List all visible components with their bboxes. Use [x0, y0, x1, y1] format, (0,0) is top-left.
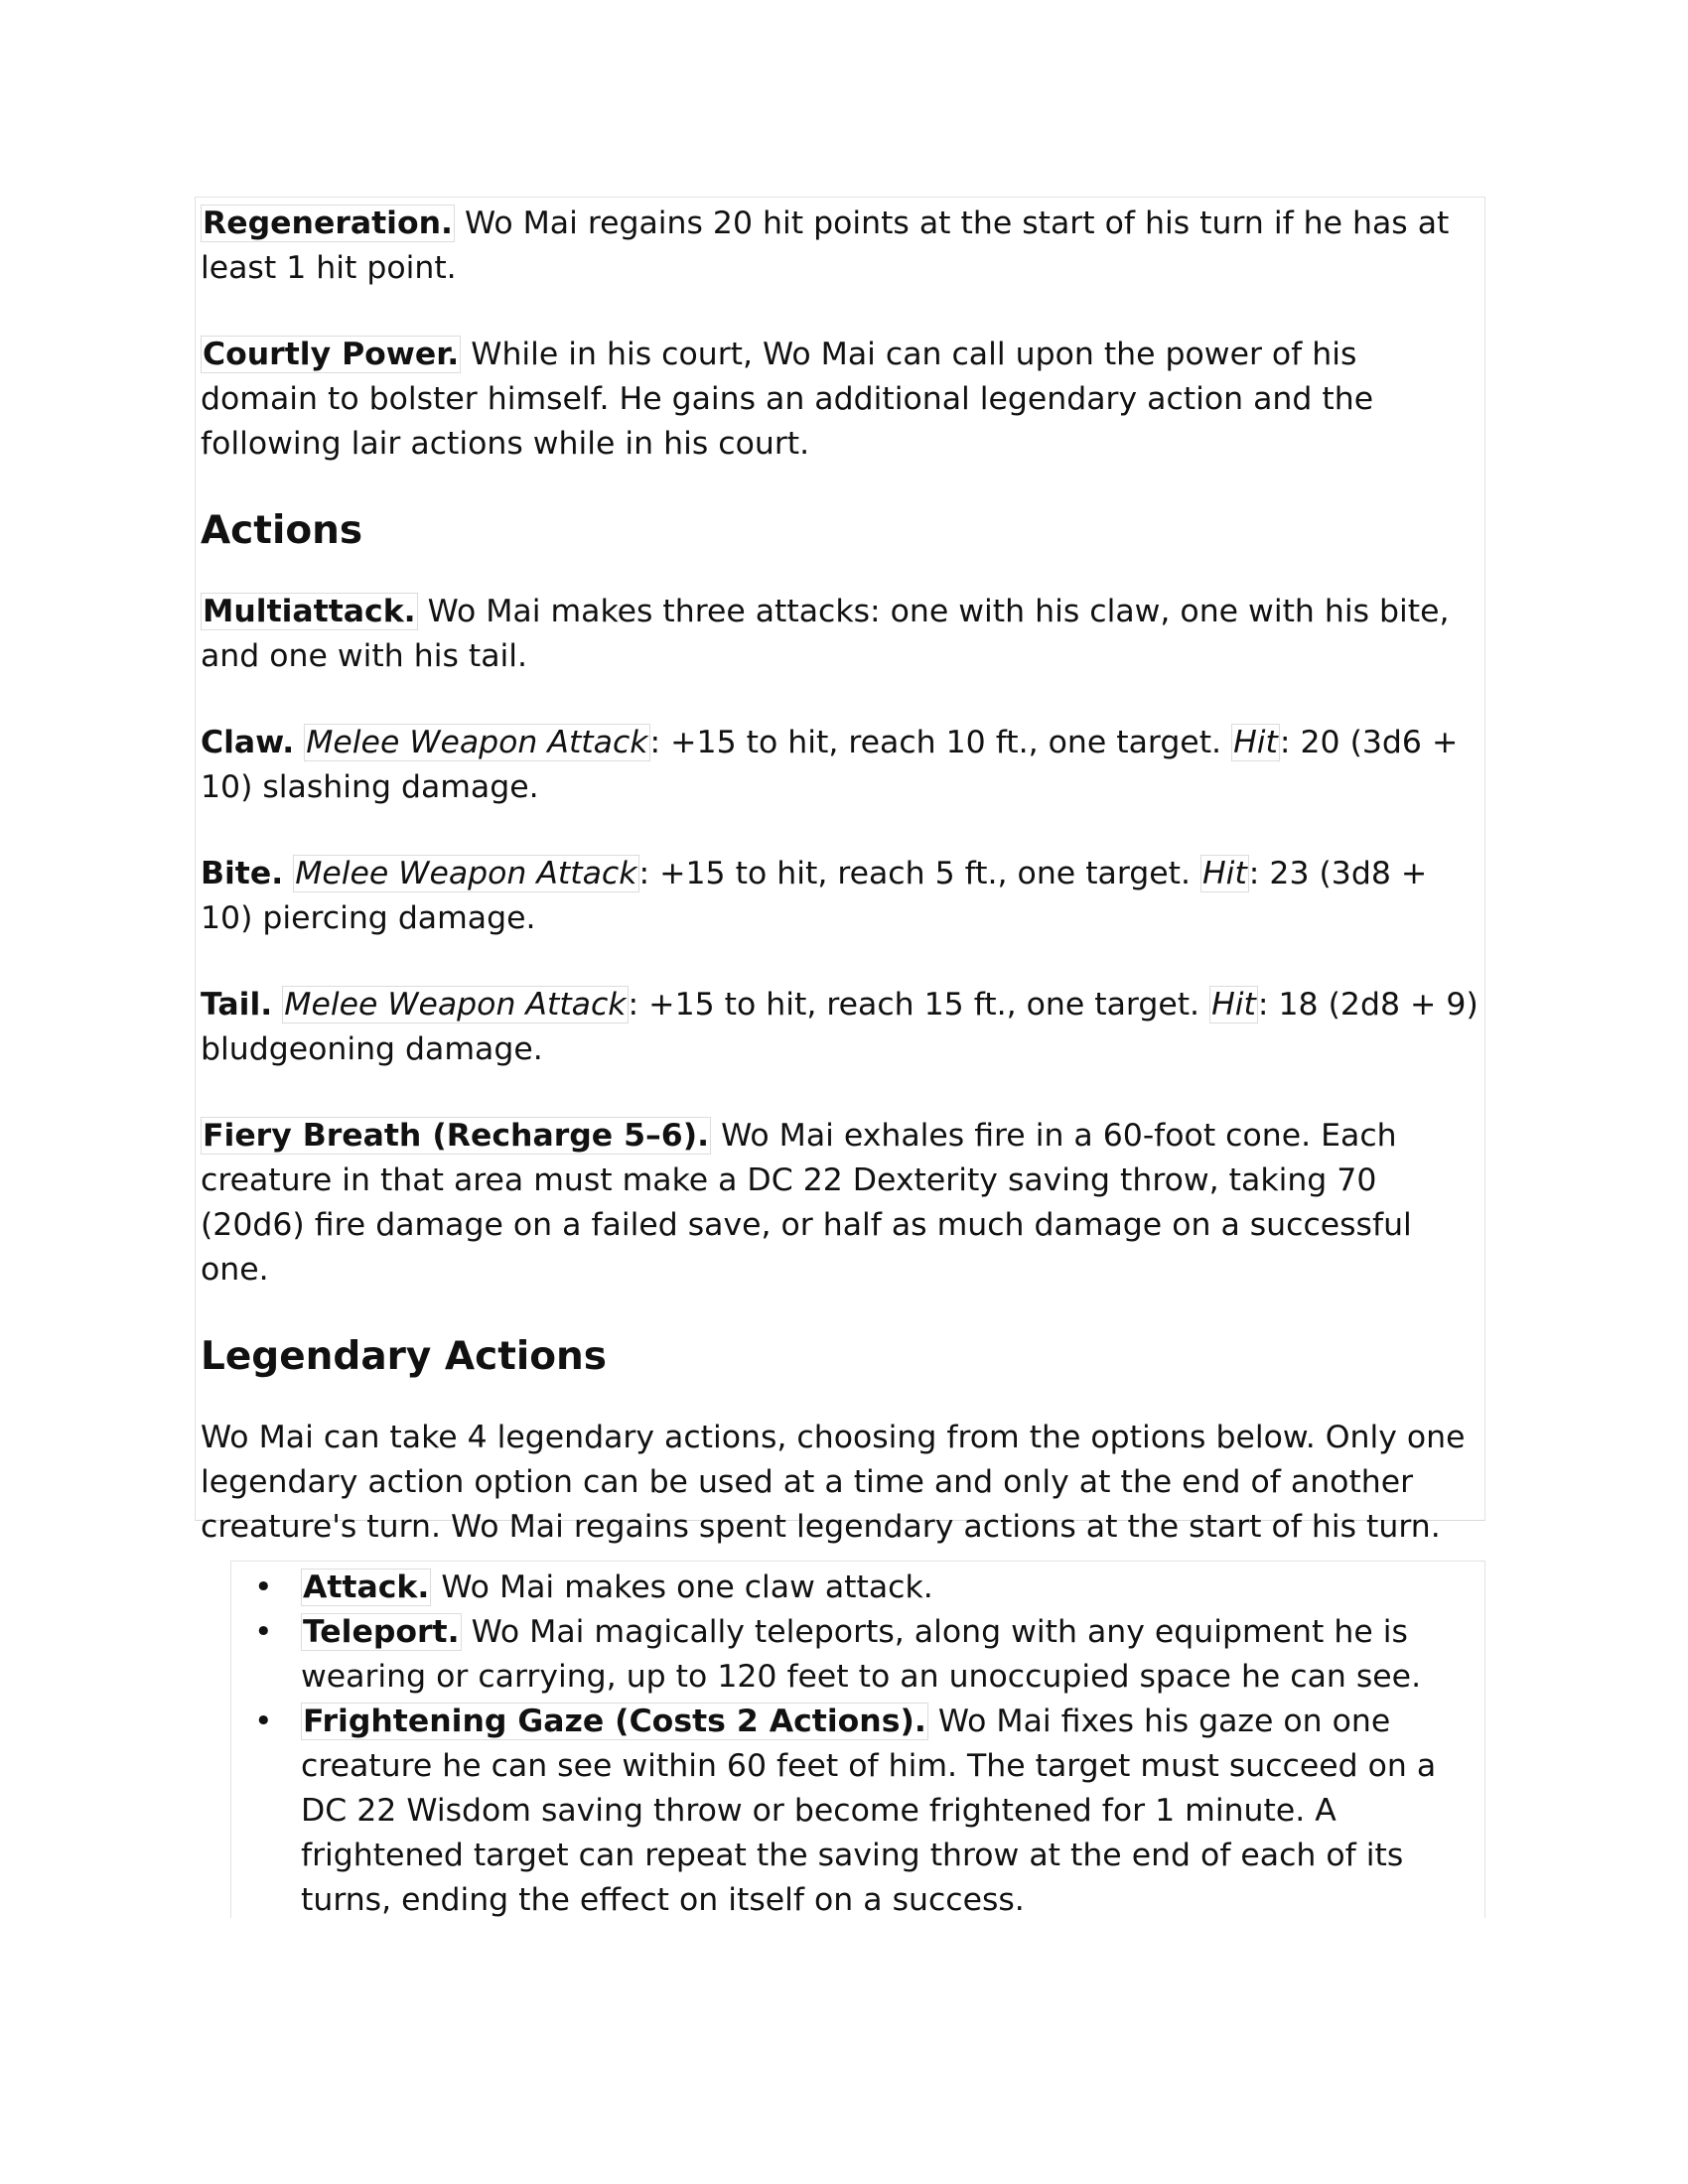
hit-label: Hit: [1233, 725, 1278, 760]
trait-name: Regeneration.: [203, 205, 453, 241]
hit-text: : 20 (3d6 + 10) slashing damage.: [201, 725, 1459, 805]
attack-details: : +15 to hit, reach 15 ft., one target.: [628, 987, 1210, 1023]
trait-name: Courtly Power.: [203, 337, 460, 372]
bullet-icon: •: [254, 1570, 273, 1605]
option-name: Attack.: [303, 1570, 430, 1605]
trait-text: While in his court, Wo Mai can call upon the power of his domain to bolster himself. He gains an additional legendary action and the following lair actions while in his court.: [201, 337, 1374, 462]
hit-text: : 18 (2d8 + 9) bludgeoning damage.: [201, 987, 1478, 1067]
attack-details: : +15 to hit, reach 5 ft., one target.: [638, 856, 1200, 891]
action-multiattack: [201, 590, 1480, 679]
attack-details: : +15 to hit, reach 10 ft., one target.: [649, 725, 1232, 760]
bullet-icon: •: [254, 1614, 273, 1650]
hit-label: Hit: [1211, 987, 1256, 1023]
attack-type: Melee Weapon Attack: [284, 987, 627, 1023]
hit-label: Hit: [1202, 856, 1247, 891]
list-item: [236, 1700, 1480, 1923]
action-name: Tail.: [201, 987, 273, 1023]
actions-heading: Actions: [201, 508, 363, 553]
trait-text: Wo Mai regains 20 hit points at the start of his turn if he has at least 1 hit point.: [201, 205, 1450, 286]
list-item: [236, 1610, 1480, 1700]
action-fiery-breath: [201, 1114, 1480, 1293]
option-name: Teleport.: [303, 1614, 460, 1650]
action-name: Bite.: [201, 856, 284, 891]
attack-type: Melee Weapon Attack: [295, 856, 637, 891]
action-text: Wo Mai makes three attacks: one with his claw, one with his bite, and one with his tail.: [201, 594, 1450, 674]
list-item: [236, 1566, 1480, 1610]
option-text: Wo Mai magically teleports, along with any equipment he is wearing or carrying, up to 120 feet to an unoccupied space he can see.: [301, 1614, 1422, 1695]
trait-regeneration: [201, 202, 1480, 291]
legendary-options-list: [230, 1561, 1485, 1918]
action-name: Fiery Breath (Recharge 5–6).: [203, 1118, 710, 1154]
action-bite: [201, 852, 1480, 941]
bullet-icon: •: [254, 1704, 273, 1739]
option-text: Wo Mai fixes his gaze on one creature he can see within 60 feet of him. The target must succeed on a DC 22 Wisdom saving throw or become frightened for 1 minute. A frightened target can repeat the saving throw at the end of each of its turns, ending the effect on itself on a success.: [301, 1704, 1437, 1918]
trait-courtly-power: [201, 333, 1480, 467]
option-text: Wo Mai makes one claw attack.: [431, 1570, 933, 1605]
action-name: Multiattack.: [203, 594, 416, 629]
action-claw: [201, 721, 1480, 810]
option-name: Frightening Gaze (Costs 2 Actions).: [303, 1704, 926, 1739]
attack-type: Melee Weapon Attack: [306, 725, 648, 760]
stat-block-section: [195, 197, 1485, 1545]
action-tail: [201, 983, 1480, 1072]
action-text: Wo Mai exhales fire in a 60-foot cone. Each creature in that area must make a DC 22 Dexterity saving throw, taking 70 (20d6) fire damage on a failed save, or half as much damage on a successful one.: [201, 1118, 1412, 1288]
legendary-intro: Wo Mai can take 4 legendary actions, choosing from the options below. Only one legendary action option can be used at a time and only at the end of another creature's turn. Wo Mai regains spent legendary actions at the start of his turn.: [201, 1420, 1466, 1545]
legendary-actions-heading: Legendary Actions: [201, 1334, 607, 1379]
hit-text: : 23 (3d8 + 10) piercing damage.: [201, 856, 1428, 936]
action-name: Claw.: [201, 725, 295, 760]
